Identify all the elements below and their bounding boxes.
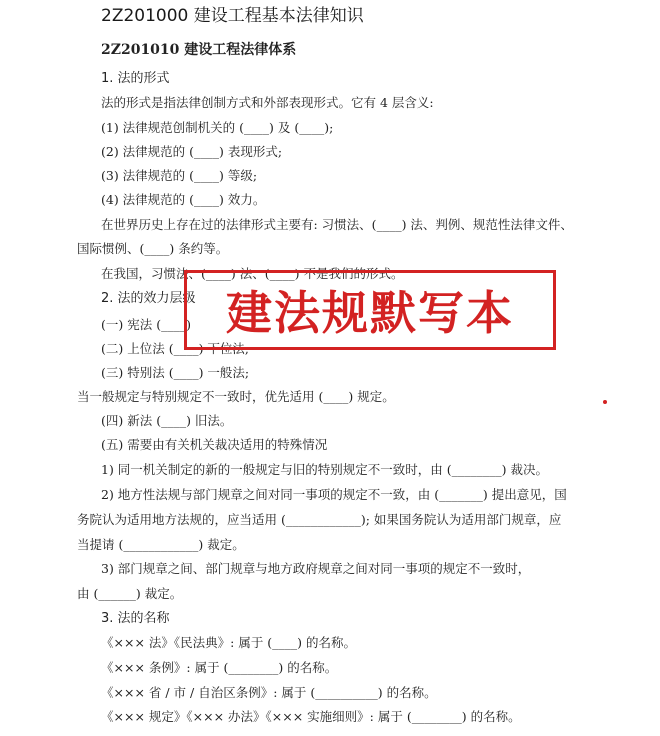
text-line: (二) 上位法 (____) 下位法; — [101, 341, 250, 356]
text-line: (四) 新法 (____) 旧法。 — [101, 413, 233, 428]
text-line: (3) 法律规范的 (____) 等级; — [101, 168, 258, 183]
text-line: 1) 同一机关制定的新的一般规定与旧的特别规定不一致时，由 (________) 裁决。 — [101, 462, 549, 477]
text-line: 2) 地方性法规与部门规章之间对同一事项的规定不一致，由 (_______) 提出意见，国 — [101, 487, 567, 502]
text-line: 《××× 规定》《××× 办法》《××× 实施细则》: 属于 (________) 的名称。 — [101, 709, 521, 724]
document-subtitle: 2Z201010 建设工程法律体系 — [101, 42, 297, 58]
text-line: 《××× 条例》: 属于 (________) 的名称。 — [101, 660, 338, 675]
section-heading-1: 1. 法的形式 — [101, 71, 170, 86]
red-dot-mark — [603, 400, 607, 404]
watermark-stamp — [184, 270, 556, 350]
text-line: 法的形式是指法律创制方式和外部表现形式。它有 4 层含义: — [101, 95, 434, 110]
text-line: 当提请 (____________) 裁定。 — [77, 537, 245, 552]
section-heading-2: 2. 法的效力层级 — [101, 291, 196, 306]
text-line: (1) 法律规范创制机关的 (____) 及 (____); — [101, 120, 334, 135]
text-line: (三) 特别法 (____) 一般法; — [101, 365, 250, 380]
text-line: 《××× 省 / 市 / 自治区条例》: 属于 (__________) 的名称。 — [101, 685, 437, 700]
section-heading-3: 3. 法的名称 — [101, 611, 170, 626]
document-title: 2Z201000 建设工程基本法律知识 — [101, 6, 364, 26]
text-line: 由 (______) 裁定。 — [77, 586, 183, 601]
text-line: (一) 宪法 (____) — [101, 317, 191, 332]
text-line: 务院认为适用地方法规的，应当适用 (____________); 如果国务院认为适用部门规章，应 — [77, 512, 562, 527]
text-line: 《××× 法》《民法典》: 属于 (____) 的名称。 — [101, 635, 357, 650]
text-line: (2) 法律规范的 (____) 表现形式; — [101, 144, 283, 159]
watermark-text: 建法规默写本 — [226, 286, 514, 340]
text-line: 国际惯例、(____) 条约等。 — [77, 241, 229, 256]
text-line: (4) 法律规范的 (____) 效力。 — [101, 192, 266, 207]
text-line: 在世界历史上存在过的法律形式主要有: 习惯法、(____) 法、判例、规范性法律文件、 — [101, 217, 573, 232]
text-line: 当一般规定与特别规定不一致时，优先适用 (____) 规定。 — [77, 389, 395, 404]
text-line: 3) 部门规章之间、部门规章与地方政府规章之间对同一事项的规定不一致时， — [101, 561, 531, 576]
text-line: (五) 需要由有关机关裁决适用的特殊情况 — [101, 437, 328, 452]
text-line: 在我国，习惯法、(____) 法、(____) 不是我们的形式。 — [101, 266, 404, 281]
